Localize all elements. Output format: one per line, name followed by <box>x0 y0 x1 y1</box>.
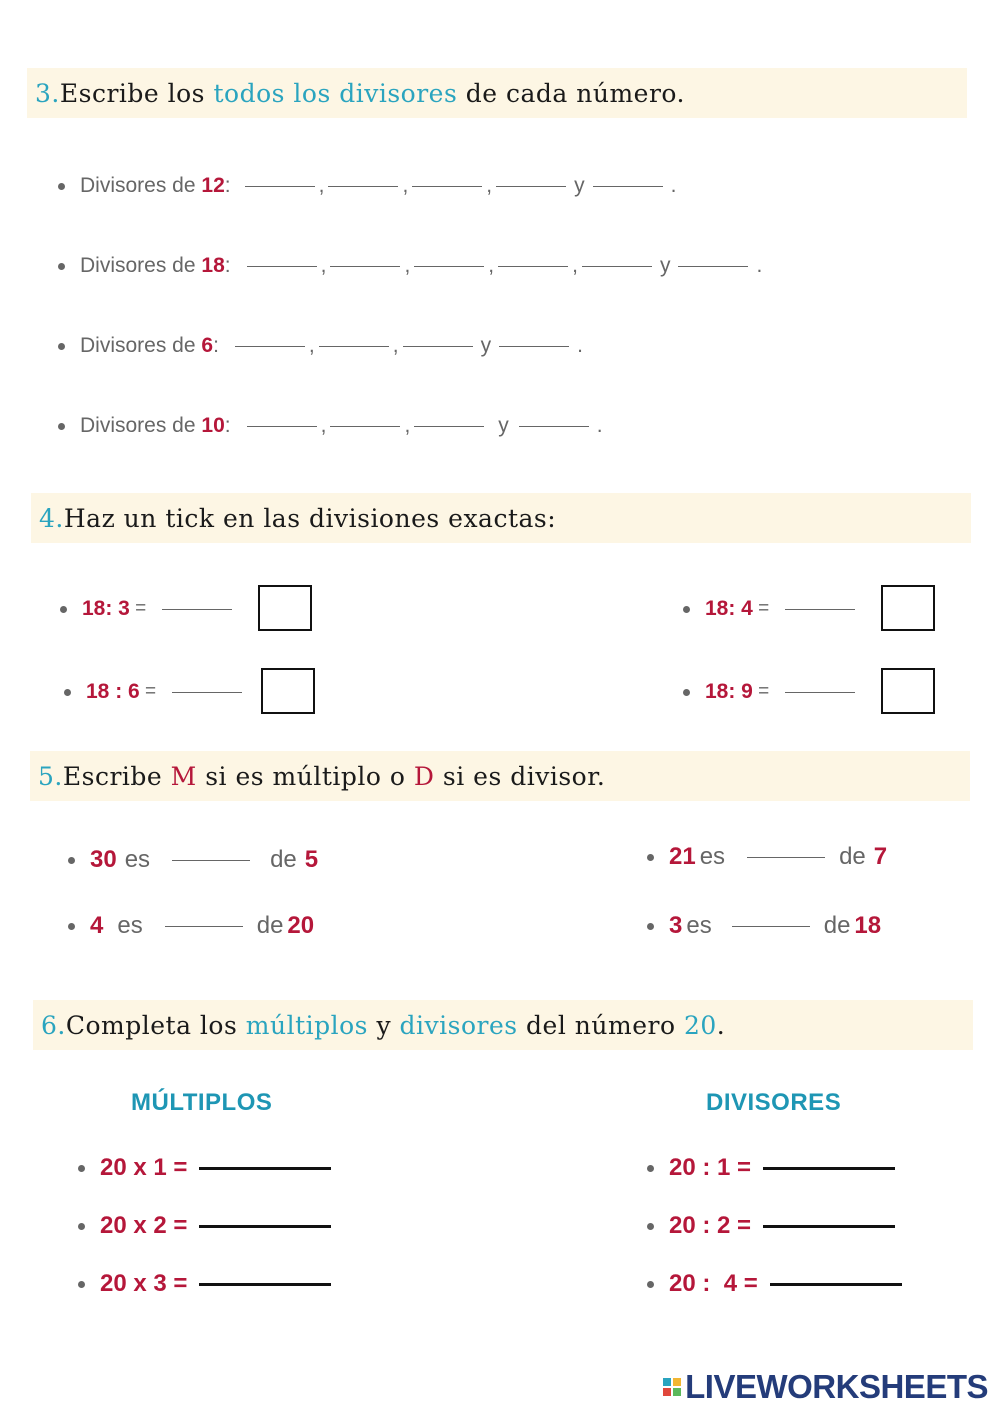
section-5-header <box>30 751 970 801</box>
bullet <box>683 689 690 696</box>
logo-square <box>663 1378 671 1386</box>
section-3-header <box>27 68 967 118</box>
equals-sign: = <box>129 598 147 619</box>
liveworksheets-logo <box>663 1368 988 1406</box>
bullet <box>647 1281 654 1288</box>
division-expression: 18: 9 <box>705 680 753 703</box>
item-number-b: 7 <box>873 843 888 870</box>
division-expression: 18: 4 <box>705 597 753 620</box>
equals-sign: = <box>752 598 770 619</box>
divisor-row <box>647 1212 895 1240</box>
answer-blank[interactable] <box>678 265 748 267</box>
item-number-a: 30 <box>90 846 117 873</box>
multiples-heading: MÚLTIPLOS <box>131 1089 273 1116</box>
row-colon: : <box>213 334 219 357</box>
answer-blank[interactable] <box>593 185 663 187</box>
bullet <box>58 263 65 270</box>
row-colon: : <box>224 414 231 437</box>
bullet <box>68 857 75 864</box>
answer-blank[interactable] <box>582 265 652 267</box>
item-number-a: 21 <box>669 843 696 870</box>
header-text: Escribe <box>62 761 171 791</box>
multiple-divisor-item <box>647 912 881 940</box>
bullet <box>58 423 65 430</box>
divisor-row <box>647 1270 902 1298</box>
section-6-header <box>33 1000 973 1050</box>
answer-line[interactable] <box>199 1283 331 1286</box>
multiplication-expression: 20 x 3 = <box>100 1270 188 1297</box>
comma: , <box>488 254 495 277</box>
item-number-b: 18 <box>854 912 882 939</box>
multiple-row <box>78 1154 331 1182</box>
section-number: 6. <box>41 1010 66 1040</box>
tick-checkbox[interactable] <box>881 668 935 714</box>
bullet <box>683 606 690 613</box>
header-text: Haz un tick en las divisiones exactas: <box>63 503 557 533</box>
comma: , <box>308 334 315 357</box>
header-d: D <box>413 761 435 791</box>
answer-blank[interactable] <box>172 859 250 861</box>
es-word: es <box>686 912 712 939</box>
answer-blank[interactable] <box>499 345 569 347</box>
header-text: del número <box>517 1010 684 1040</box>
answer-blank[interactable] <box>165 925 243 927</box>
header-text: . <box>716 1010 726 1040</box>
multiplication-expression: 20 x 2 = <box>100 1212 188 1239</box>
answer-line[interactable] <box>770 1283 902 1286</box>
header-text: Completa los <box>65 1010 246 1040</box>
divisors-row-12 <box>58 174 678 198</box>
row-colon: : <box>224 254 231 277</box>
and-word: y <box>480 334 492 357</box>
divisors-row-6 <box>58 334 585 358</box>
division-item <box>64 680 244 704</box>
tick-checkbox[interactable] <box>261 668 315 714</box>
comma: , <box>320 414 327 437</box>
es-word: es <box>117 912 143 939</box>
division-item <box>683 597 857 621</box>
answer-blank[interactable] <box>747 856 825 858</box>
bullet <box>647 1165 654 1172</box>
division-expression: 20 : 1 = <box>669 1154 752 1181</box>
logo-square <box>673 1378 681 1386</box>
answer-blank[interactable] <box>785 608 855 610</box>
logo-text: LIVEWORKSHEETS <box>685 1368 988 1405</box>
section-number: 5. <box>38 761 63 791</box>
answer-blank[interactable] <box>162 608 232 610</box>
answer-blank[interactable] <box>330 425 400 427</box>
answer-blank[interactable] <box>414 425 484 427</box>
answer-line[interactable] <box>763 1167 895 1170</box>
answer-line[interactable] <box>199 1167 331 1170</box>
comma: , <box>320 254 327 277</box>
row-number: 10 <box>201 414 225 437</box>
answer-blank[interactable] <box>403 345 473 347</box>
header-text: y <box>368 1010 400 1040</box>
comma: , <box>392 334 399 357</box>
answer-blank[interactable] <box>245 185 315 187</box>
period: . <box>756 254 763 277</box>
row-label: Divisores de <box>80 174 202 197</box>
division-expression: 18 : 6 <box>86 680 140 703</box>
multiple-row <box>78 1270 331 1298</box>
row-number: 12 <box>201 174 225 197</box>
answer-line[interactable] <box>763 1225 895 1228</box>
answer-blank[interactable] <box>328 185 398 187</box>
multiple-divisor-item <box>647 843 887 871</box>
and-word: y <box>574 174 585 197</box>
section-4-header <box>31 493 971 543</box>
answer-blank[interactable] <box>414 265 484 267</box>
divisors-row-10 <box>58 414 605 438</box>
answer-blank[interactable] <box>732 925 810 927</box>
es-word: es <box>699 843 726 870</box>
equals-sign: = <box>752 681 770 702</box>
bullet <box>647 923 654 930</box>
item-number-a: 3 <box>669 912 683 939</box>
division-expression: 20 : 2 = <box>669 1212 752 1239</box>
bullet <box>78 1165 85 1172</box>
answer-blank[interactable] <box>235 345 305 347</box>
division-item <box>60 597 234 621</box>
es-word: es <box>124 846 151 873</box>
answer-blank[interactable] <box>247 425 317 427</box>
comma: , <box>318 174 325 197</box>
division-expression: 18: 3 <box>82 597 130 620</box>
multiple-divisor-item <box>68 846 318 874</box>
row-colon: : <box>224 174 231 197</box>
multiplication-expression: 20 x 1 = <box>100 1154 188 1181</box>
divisors-row-18 <box>58 254 764 278</box>
divisor-row <box>647 1154 895 1182</box>
header-m: M <box>170 761 197 791</box>
and-word: y <box>498 414 509 437</box>
row-label: Divisores de <box>80 334 202 357</box>
de-word: de <box>823 912 851 939</box>
bullet <box>647 1223 654 1230</box>
row-number: 6 <box>201 334 214 357</box>
answer-blank[interactable] <box>785 691 855 693</box>
tick-checkbox[interactable] <box>881 585 935 631</box>
bullet <box>78 1223 85 1230</box>
logo-square <box>663 1388 671 1396</box>
header-highlight: divisores <box>399 1010 518 1040</box>
de-word: de <box>839 843 866 870</box>
tick-checkbox[interactable] <box>258 585 312 631</box>
divisors-heading: DIVISORES <box>706 1089 842 1116</box>
header-highlight: 20 <box>683 1010 717 1040</box>
comma: , <box>404 414 411 437</box>
bullet <box>78 1281 85 1288</box>
bullet <box>58 343 65 350</box>
multiple-row <box>78 1212 331 1240</box>
header-text: si es divisor. <box>434 761 606 791</box>
item-number-a: 4 <box>90 912 104 939</box>
logo-square <box>673 1388 681 1396</box>
multiple-divisor-item <box>68 912 314 940</box>
period: . <box>670 174 677 197</box>
answer-blank[interactable] <box>496 185 566 187</box>
header-highlight: todos los divisores <box>213 78 458 108</box>
bullet <box>68 923 75 930</box>
comma: , <box>486 174 493 197</box>
answer-blank[interactable] <box>319 345 389 347</box>
row-label: Divisores de <box>80 254 202 277</box>
answer-blank[interactable] <box>172 691 242 693</box>
equals-sign: = <box>139 681 157 702</box>
header-highlight: múltiplos <box>245 1010 368 1040</box>
answer-line[interactable] <box>199 1225 331 1228</box>
comma: , <box>402 174 409 197</box>
de-word: de <box>270 846 297 873</box>
header-text: de cada número. <box>457 78 685 108</box>
de-word: de <box>256 912 284 939</box>
bullet <box>64 689 71 696</box>
row-label: Divisores de <box>80 414 202 437</box>
section-number: 4. <box>39 503 64 533</box>
comma: , <box>572 254 578 277</box>
answer-blank[interactable] <box>330 265 400 267</box>
answer-blank[interactable] <box>247 265 317 267</box>
section-number: 3. <box>35 78 60 108</box>
answer-blank[interactable] <box>519 425 589 427</box>
item-number-b: 20 <box>287 912 315 939</box>
item-number-b: 5 <box>304 846 319 873</box>
division-expression: 20 : 4 = <box>669 1270 758 1297</box>
period: . <box>596 414 603 437</box>
header-text: Escribe los <box>59 78 214 108</box>
comma: , <box>404 254 411 277</box>
answer-blank[interactable] <box>412 185 482 187</box>
logo-mark-icon <box>663 1378 681 1396</box>
answer-blank[interactable] <box>498 265 568 267</box>
bullet <box>58 183 65 190</box>
division-item <box>683 680 857 704</box>
period: . <box>577 334 583 357</box>
header-text: si es múltiplo o <box>196 761 414 791</box>
and-word: y <box>659 254 671 277</box>
row-number: 18 <box>201 254 225 277</box>
bullet <box>60 606 67 613</box>
bullet <box>647 854 654 861</box>
